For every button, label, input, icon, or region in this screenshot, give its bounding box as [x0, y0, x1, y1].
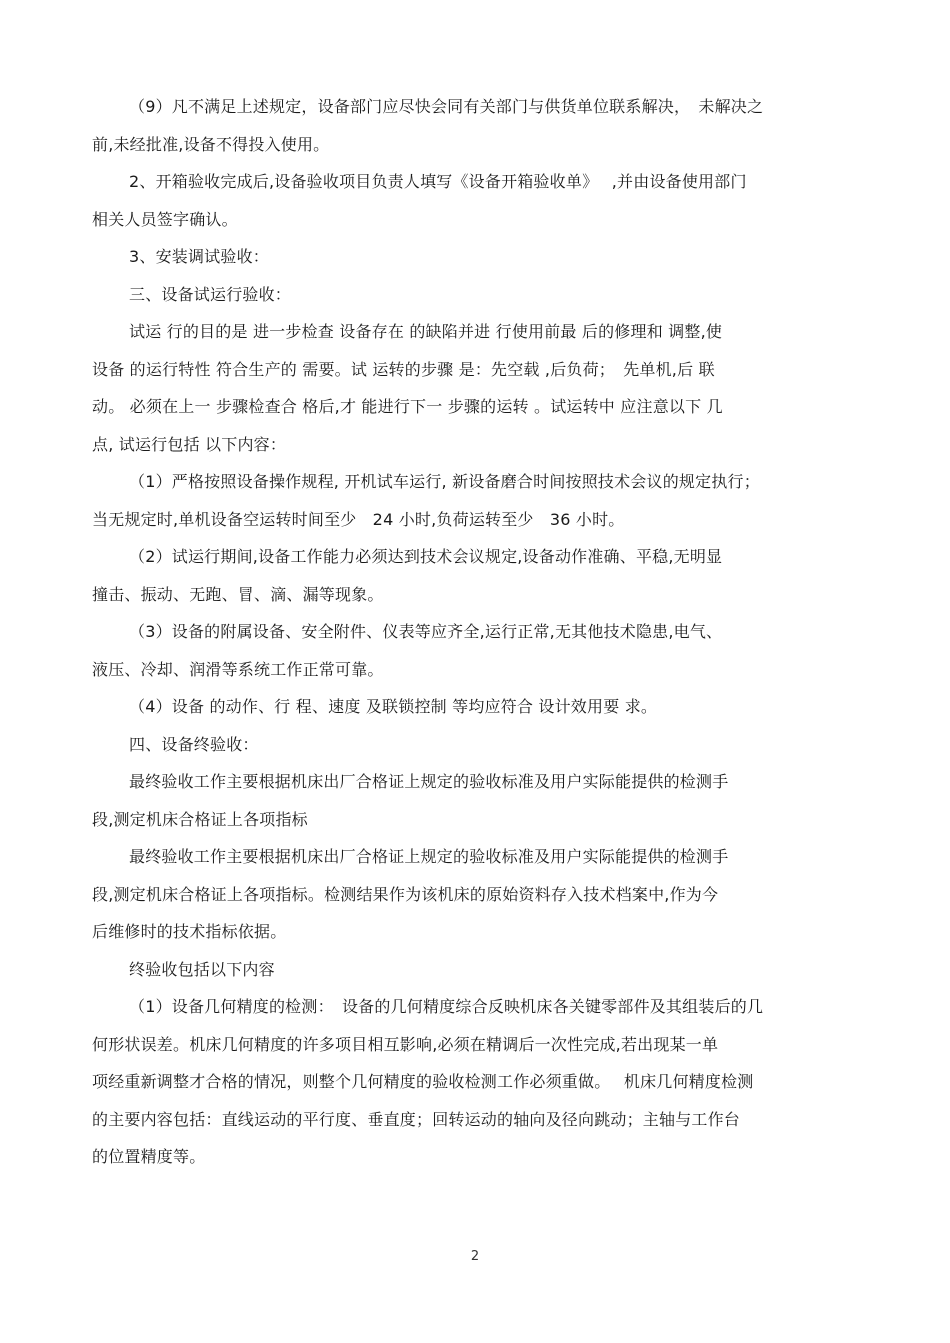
text-line: 的位置精度等。	[92, 1147, 206, 1166]
text-line: 点, 试运行包括 以下内容：	[92, 434, 287, 454]
text-line: （1）设备几何精度的检测： 设备的几何精度综合反映机床各关键零部件及其组装后的几	[129, 997, 764, 1016]
paragraph	[92, 238, 832, 276]
text-line: 设备 的运行特性 符合生产的 需要。试 运转的步骤 是：先空载 ,后负荷； 先单机,后 联	[92, 359, 715, 379]
paragraph	[92, 688, 832, 726]
text-line: 相关人员签字确认。	[92, 209, 238, 229]
paragraph	[92, 538, 832, 613]
paragraph	[92, 163, 832, 238]
paragraph	[92, 313, 832, 463]
paragraph	[92, 726, 832, 764]
text-line: 当无规定时,单机设备空运转时间至少 24 小时,负荷运转至少 36 小时。	[92, 509, 625, 529]
text-line: 后维修时的技术指标依据。	[92, 922, 287, 941]
text-line: 何形状误差。机床几何精度的许多项目相互影响,必须在精调后一次性完成,若出现某一单	[92, 1034, 719, 1054]
text-line: （1）严格按照设备操作规程, 开机试车运行, 新设备磨合时间按照技术会议的规定执行；	[129, 472, 760, 491]
paragraph	[92, 838, 832, 951]
text-line: 液压、冷却、润滑等系统工作正常可靠。	[92, 659, 384, 679]
text-line: （3）设备的附属设备、安全附件、仪表等应齐全,运行正常,无其他技术隐患,电气、	[129, 622, 723, 641]
text-line: 四、设备终验收：	[129, 734, 259, 754]
text-line: 段,测定机床合格证上各项指标	[92, 809, 308, 829]
text-line: 段,测定机床合格证上各项指标。检测结果作为该机床的原始资料存入技术档案中,作为今	[92, 884, 719, 904]
document-body	[92, 88, 832, 1176]
text-line: 项经重新调整才合格的情况，则整个几何精度的验收检测工作必须重做。 机床几何精度检测	[92, 1072, 754, 1091]
paragraph	[92, 276, 832, 314]
text-line: （2）试运行期间,设备工作能力必须达到技术会议规定,设备动作准确、平稳,无明显	[129, 547, 723, 566]
text-line: 终验收包括以下内容	[129, 959, 275, 979]
paragraph	[92, 88, 832, 163]
paragraph	[92, 463, 832, 538]
paragraph	[92, 951, 832, 989]
text-line: 撞击、振动、无跑、冒、滴、漏等现象。	[92, 584, 384, 604]
paragraph	[92, 613, 832, 688]
text-line: 试运 行的目的是 进一步检查 设备存在 的缺陷并进 行使用前最 后的修理和 调整,使	[129, 322, 723, 341]
page-number: 2	[470, 1249, 480, 1264]
text-line: （9）凡不满足上述规定，设备部门应尽快会同有关部门与供货单位联系解决， 未解决之	[129, 97, 764, 116]
paragraph	[92, 763, 832, 838]
paragraph	[92, 988, 832, 1176]
text-line: 前,未经批准,设备不得投入使用。	[92, 134, 330, 154]
text-line: 最终验收工作主要根据机床出厂合格证上规定的验收标准及用户实际能提供的检测手	[129, 847, 729, 866]
text-line: 最终验收工作主要根据机床出厂合格证上规定的验收标准及用户实际能提供的检测手	[129, 772, 729, 791]
text-line: 三、设备试运行验收：	[129, 284, 292, 304]
text-line: （4）设备 的动作、行 程、速度 及联锁控制 等均应符合 设计效用要 求。	[129, 697, 658, 716]
text-line: 2、开箱验收完成后,设备验收项目负责人填写《设备开箱验收单》 ,并由设备使用部门	[129, 172, 747, 191]
text-line: 的主要内容包括：直线运动的平行度、垂直度；回转运动的轴向及径向跳动；主轴与工作台	[92, 1109, 741, 1129]
text-line: 动。 必须在上一 步骤检查合 格后,才 能进行下一 步骤的运转 。试运转中 应注意以下 几	[92, 397, 723, 416]
text-line: 3、安装调试验收：	[129, 247, 269, 266]
